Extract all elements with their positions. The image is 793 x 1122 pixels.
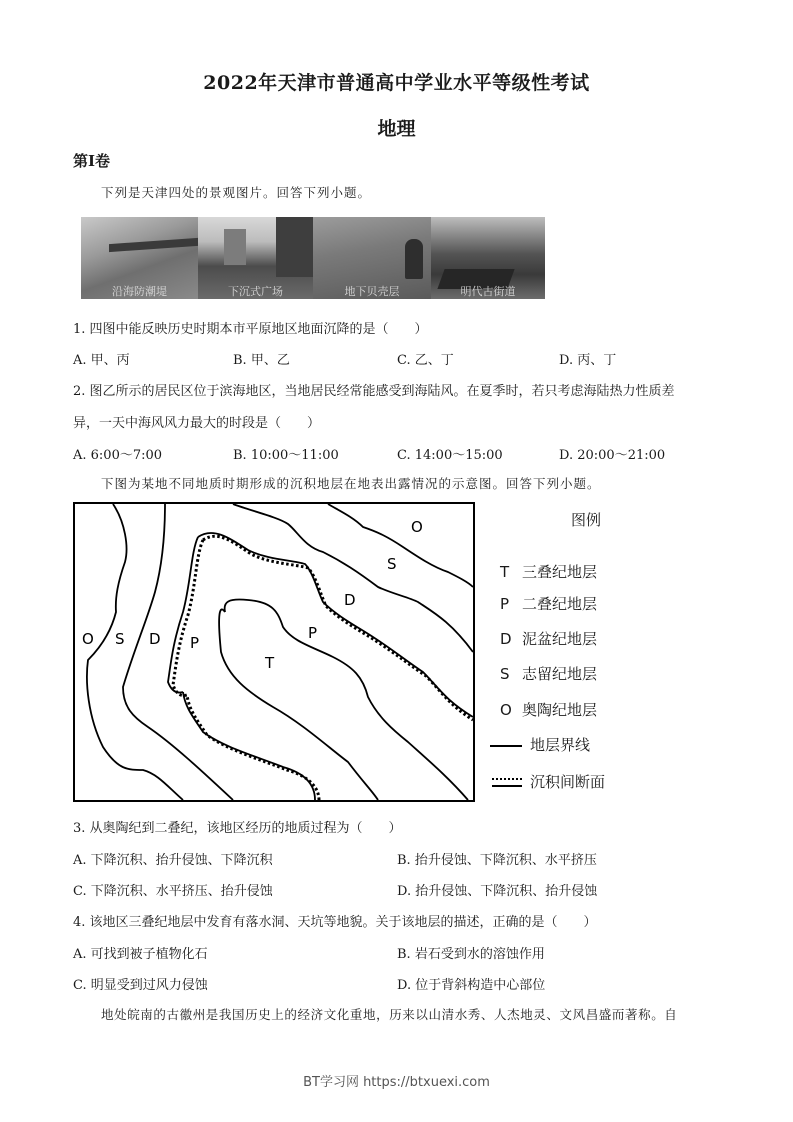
footer-watermark: BT学习网 https://btxuexi.com [303,1075,490,1090]
photo-shell-layer [313,217,431,299]
photo-caption: 沿海防潮堤 [112,285,167,298]
photo-caption: 下沉式广场 [228,285,283,298]
dotted-line-icon [492,778,522,787]
label-s-right: S [387,555,397,573]
q4-option-a[interactable]: A. 可找到被子植物化石 [73,947,208,962]
legend-item-d [500,628,597,649]
q3-option-a[interactable]: A. 下降沉积、抬升侵蚀、下降沉积 [73,853,273,868]
photo-ming-street [431,217,545,299]
legend-key: S [500,665,510,683]
q1-option-c[interactable]: C. 乙、丁 [397,353,454,368]
strata-diagram [73,502,475,802]
q3-option-d[interactable]: D. 抬升侵蚀、下降沉积、抬升侵蚀 [397,884,598,899]
solid-line-icon [490,745,522,747]
exam-title: 2022年天津市普通高中学业水平等级性考试 [203,72,590,94]
q2-option-a[interactable]: A. 6:00～7:00 [73,448,163,463]
legend-item-boundary [490,734,590,755]
structure-shape [276,217,313,277]
q1-option-a[interactable]: A. 甲、丙 [73,353,130,368]
q4-option-d[interactable]: D. 位于背斜构造中心部位 [397,978,546,993]
legend-label: 地层界线 [530,736,591,754]
building-shape [224,229,246,265]
label-d-left: D [149,630,161,648]
intro-text-1: 下列是天津四处的景观图片。回答下列小题。 [101,185,372,200]
q4-option-b[interactable]: B. 岩石受到水的溶蚀作用 [397,947,545,962]
question-3-stem: 3. 从奥陶纪到二叠纪，该地区经历的地质过程为（ ） [73,821,402,836]
question-2-stem-line2: 异，一天中海风风力最大的时段是（ ） [73,416,321,431]
legend-key: O [500,701,512,719]
photo-seawall [81,217,198,299]
intro-text-3: 地处皖南的古徽州是我国历史上的经济文化重地，历来以山清水秀、人杰地灵、文风昌盛而著称。自 [101,1007,678,1022]
legend-label: 二叠纪地层 [522,595,598,613]
section-heading: 第Ⅰ卷 [73,152,111,170]
q3-option-c[interactable]: C. 下降沉积、水平挤压、抬升侵蚀 [73,884,273,899]
seawall-shape [109,238,198,252]
legend-item-o [500,699,597,720]
label-d-right: D [344,591,356,609]
legend-item-p [500,593,597,614]
question-1-stem: 1. 四图中能反映历史时期本市平原地区地面沉降的是（ ） [73,322,428,337]
q2-option-d[interactable]: D. 20:00～21:00 [559,448,666,463]
q1-option-d[interactable]: D. 丙、丁 [559,353,617,368]
q2-option-b[interactable]: B. 10:00～11:00 [233,448,339,463]
label-o-left: O [82,630,94,648]
q2-option-c[interactable]: C. 14:00～15:00 [397,448,503,463]
label-p-right: P [308,624,318,642]
photo-sunken-plaza [198,217,313,299]
legend-label: 志留纪地层 [522,665,598,683]
legend-title: 图例 [571,511,602,529]
photo-caption: 地下贝壳层 [344,285,400,298]
legend-item-s [500,663,597,684]
q3-option-b[interactable]: B. 抬升侵蚀、下降沉积、水平挤压 [397,853,597,868]
legend-key: P [500,595,510,613]
legend-item-unconformity [492,771,605,792]
legend-label: 泥盆纪地层 [522,630,598,648]
q1-option-b[interactable]: B. 甲、乙 [233,353,290,368]
legend-item-t [500,561,597,582]
label-t-center: T [265,654,275,672]
label-s-left: S [115,630,125,648]
landscape-photos [81,217,545,299]
q4-option-c[interactable]: C. 明显受到过风力侵蚀 [73,978,208,993]
legend-key: T [500,563,510,581]
label-p-left: P [190,634,200,652]
photo-caption: 明代古街道 [460,285,516,298]
legend-key: D [500,630,512,648]
label-o-right: O [411,518,423,536]
legend-label: 奥陶纪地层 [522,701,598,719]
legend-label: 三叠纪地层 [522,563,598,581]
question-4-stem: 4. 该地区三叠纪地层中发育有落水洞、天坑等地貌。关于该地层的描述，正确的是（ ） [73,915,597,930]
intro-text-2: 下图为某地不同地质时期形成的沉积地层在地表出露情况的示意图。回答下列小题。 [101,476,601,491]
question-2-stem-line1: 2. 图乙所示的居民区位于滨海地区，当地居民经常能感受到海陆风。在夏季时，若只考虑海陆热力性质差 [73,384,675,399]
subject-title: 地理 [377,118,416,140]
person-shape [405,239,423,279]
legend-label: 沉积间断面 [530,773,606,791]
